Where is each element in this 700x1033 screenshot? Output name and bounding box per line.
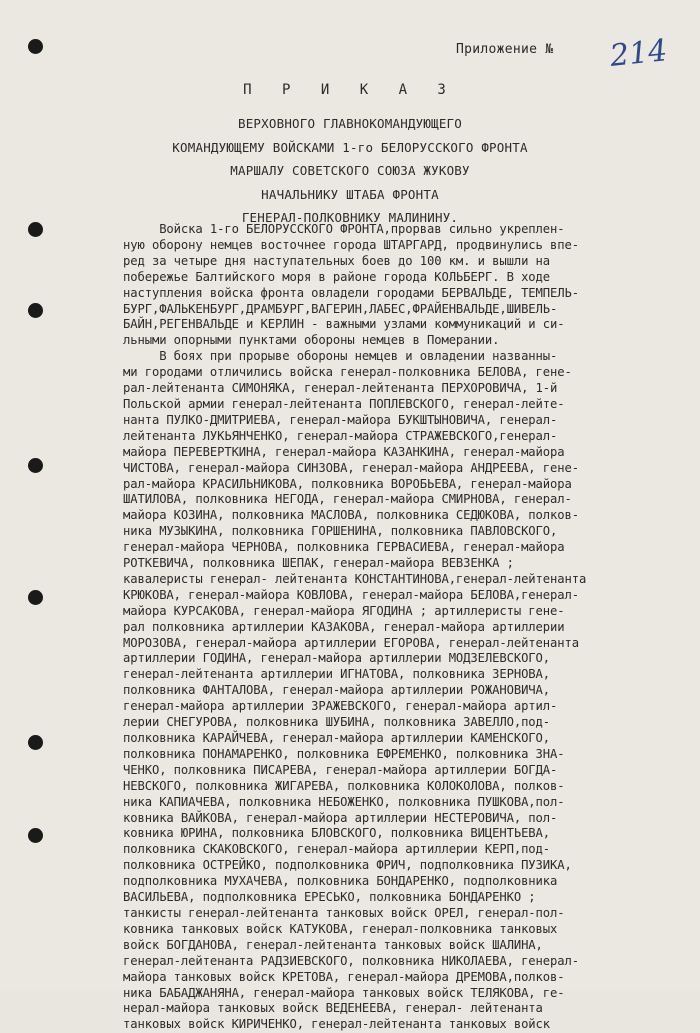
punch-hole (28, 735, 43, 750)
body-line: майора танковых войск КРЕТОВА, генерал-майора ДРЕМОВА,полков- (123, 969, 565, 984)
body-line: Польской армии генерал-лейтенанта ПОПЛЕВСКОГО, генерал-лейте- (123, 396, 565, 411)
body-line: полковника ФАНТАЛОВА, генерал-майора артиллерии РОЖАНОВИЧА, (123, 683, 551, 698)
addressee-line: НАЧАЛЬНИКУ ШТАБА ФРОНТА (261, 186, 439, 202)
punch-hole (28, 458, 43, 473)
addressee-line: КОМАНДУЮЩЕМУ ВОЙСКАМИ 1-го БЕЛОРУССКОГО ФРОНТА (172, 139, 528, 155)
body-line: рал полковника артиллерии КАЗАКОВА, генерал-майора артиллерии (123, 619, 565, 634)
body-line: ковника танковых войск КАТУКОВА, генерал-полковника танковых (123, 921, 558, 936)
body-line: майора ПЕРЕВЕРТКИНА, генерал-майора КАЗАНКИНА, генерал-майора (123, 444, 565, 459)
body-line: ника БАБАДЖАНЯНА, генерал-майора танковых войск ТЕЛЯКОВА, ге- (123, 985, 565, 1000)
body-line: полковника ОСТРЕЙКО, подполковника ФРИЧ, подполковника ПУЗИКА, (123, 858, 572, 873)
body-line: кавалеристы генерал- лейтенанта КОНСТАНТИНОВА,генерал-лейтенанта (123, 571, 587, 586)
body-line: рал-майора КРАСИЛЬНИКОВА, полковника ВОРОБЬЕВА, генерал-майора (123, 476, 572, 491)
body-line: полковника ПОНАМАРЕНКО, полковника ЕФРЕМЕНКО, полковника ЗНА- (123, 746, 565, 761)
body-line: В боях при прорыве обороны немцев и овладении названны- (123, 349, 558, 364)
body-line: наступления войска фронта овладели городами БЕРВАЛЬДЕ, ТЕМПЕЛЬ- (123, 285, 579, 300)
punch-hole (28, 39, 43, 54)
body-line: войск БОГДАНОВА, генерал-лейтенанта танковых войск ШАЛИНА, (123, 937, 543, 952)
body-line: нерал-майора танковых войск ВЕДЕНЕЕВА, генерал- лейтенанта (123, 1001, 543, 1016)
body-line: лерии СНЕГУРОВА, полковника ШУБИНА, полковника ЗАВЕЛЛО,под- (123, 715, 551, 730)
body-line: РОТКЕВИЧА, полковника ШЕПАК, генерал-майора ВЕВЗЕНКА ; (123, 556, 514, 571)
body-line: артиллерии ГОДИНА, генерал-майора артиллерии МОДЗЕЛЕВСКОГО, (123, 651, 551, 666)
body-line: МОРОЗОВА, генерал-майора артиллерии ЕГОРОВА, генерал-лейтенанта (123, 635, 579, 650)
body-line: ШАТИЛОВА, полковника НЕГОДА, генерал-майора СМИРНОВА, генерал- (123, 492, 572, 507)
body-line: танкисты генерал-лейтенанта танковых войск ОРЕЛ, генерал-пол- (123, 905, 565, 920)
addressee-line: МАРШАЛУ СОВЕТСКОГО СОЮЗА ЖУКОВУ (230, 163, 470, 178)
body-line: БУРГ,ФАЛЬКЕНБУРГ,ДРАМБУРГ,ВАГЕРИН,ЛАБЕС,ФРАЙЕНВАЛЬДЕ,ШИВЕЛЬ- (123, 301, 558, 316)
document-title: П Р И К А З (243, 82, 457, 98)
handwritten-page-number: 214 (608, 33, 669, 74)
body-line: ЧЕНКО, полковника ПИСАРЕВА, генерал-майора артиллерии БОГДА- (123, 762, 558, 777)
punch-hole (28, 303, 43, 318)
addressee-line: ВЕРХОВНОГО ГЛАВНОКОМАНДУЮЩЕГО (237, 116, 463, 131)
appendix-label: Приложение № (456, 42, 554, 57)
body-line: майора КУРСАКОВА, генерал-майора ЯГОДИНА ; артиллеристы гене- (123, 603, 565, 618)
body-line: ми городами отличились войска генерал-полковника БЕЛОВА, генe- (123, 365, 572, 380)
punch-hole (28, 828, 43, 843)
body-line: полковника СКАКОВСКОГО, генерал-майора артиллерии КЕРП,под- (123, 842, 551, 857)
addressee-line: ГЕНЕРАЛ-ПОЛКОВНИКУ МАЛИНИНУ. (241, 210, 459, 225)
order-body-text (123, 222, 643, 1033)
body-line: ковника ВАЙКОВА, генерал-майора артиллерии НЕСТЕРОВИЧА, пол- (123, 810, 558, 825)
body-line: ника МУЗЫКИНА, полковника ГОРШЕНИНА, полковника ПАВЛОВСКОГО, (123, 524, 558, 539)
body-line: лейтенанта ЛУКЬЯНЧЕНКО, генерал-майора СТРАЖЕВСКОГО,генерал- (123, 428, 558, 443)
body-line: НЕВСКОГО, полковника ЖИГАРЕВА, полковника КОЛОКОЛОВА, полков- (123, 778, 565, 793)
body-line: генерал-майора ЧЕРНОВА, полковника ГЕРВАСИЕВА, генерал-майора (123, 540, 565, 555)
body-line: генерал-майора артиллерии ЗРАЖЕВСКОГО, генерал-майора артил- (123, 699, 558, 714)
body-line: ЧИСТОВА, генерал-майора СИНЗОВА, генерал-майора АНДРЕЕВА, гене- (123, 460, 579, 475)
body-line: подполковника МУХАЧЕВА, полковника БОНДАРЕНКО, подполковника (123, 874, 558, 889)
body-line: побережье Балтийского моря в районе города КОЛЬБЕРГ. В ходе (123, 269, 551, 284)
body-line: генерал-лейтенанта РАДЗИЕВСКОГО, полковника НИКОЛАЕВА, генерал- (123, 953, 579, 968)
body-line: ред за четыре дня наступательных боев до 100 км. и вышли на (123, 253, 551, 268)
body-line: льными опорными пунктами обороны немцев в Померании. (123, 333, 500, 348)
body-line: нанта ПУЛКО-ДМИТРИЕВА, генерал-майора БУКШТЫНОВИЧА, генерал- (123, 412, 558, 427)
body-line: ника КАПИАЧЕВА, полковника НЕБОЖЕНКО, полковника ПУШКОВА,пол- (123, 794, 565, 809)
body-line: ковника ЮРИНА, полковника БЛОВСКОГО, полковника ВИЦЕНТЬЕВА, (123, 826, 551, 841)
body-line: полковника КАРАЙЧЕВА, генерал-майора артиллерии КАМЕНСКОГО, (123, 731, 551, 745)
body-line: КРЮКОВА, генерал-майора КОВЛОВА, генерал-майора БЕЛОВА,генерал- (123, 587, 579, 602)
body-line: танковых войск КИРИЧЕНКО, генерал-лейтенанта танковых войск (123, 1017, 551, 1032)
punch-hole (28, 590, 43, 605)
body-line: ную оборону немцев восточнее города ШТАРГАРД, продвинулись впе- (123, 237, 579, 252)
body-line: ВАСИЛЬЕВА, подполковника ЕРЕСЬКО, полковника БОНДАРЕНКО ; (123, 890, 536, 905)
body-line: БАЙН,РЕГЕНВАЛЬДЕ и КЕРЛИН - важными узлами коммуникаций и си- (123, 317, 565, 332)
body-line: рал-лейтенанта СИМОНЯКА, генерал-лейтенанта ПЕРХОРОВИЧА, 1-й (123, 381, 558, 396)
addressee-block (0, 112, 700, 230)
body-line: генерал-лейтенанта артиллерии ИГНАТОВА, полковника ЗЕРНОВА, (123, 667, 551, 682)
body-line: майора КОЗИНА, полковника МАСЛОВА, полковника СЕДЮКОВА, полков- (123, 508, 579, 523)
body-line: Войска 1-го БЕЛОРУССКОГО ФРОНТА,прорвав сильно укреплен- (123, 222, 565, 236)
